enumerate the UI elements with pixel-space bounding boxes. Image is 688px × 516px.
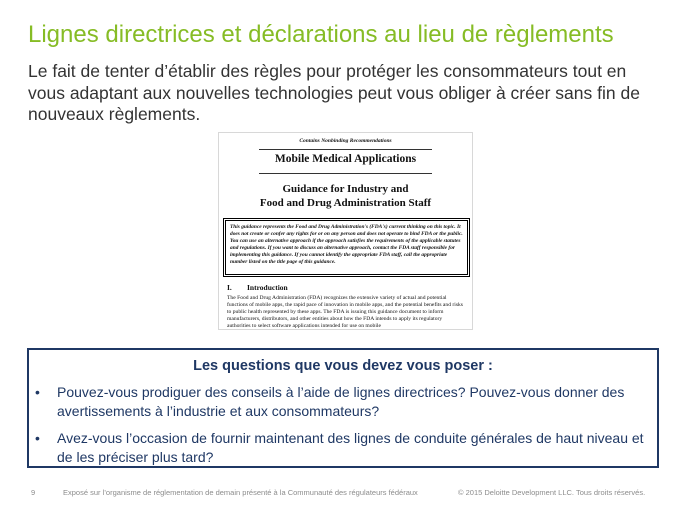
document-subtitle-line2: Food and Drug Administration Staff [259, 197, 432, 209]
document-section-number: I. [227, 283, 232, 292]
bullet-icon: • [35, 430, 40, 446]
document-intro-text: The Food and Drug Administration (FDA) recognizes the extensive variety of actual and potential functions of mobile apps, the rapid pace of innovation in mobile apps, and the potential benefits and risks to public health represented by these apps. The FDA is issuing this guidance document to inform manufacturers, distributors, and other entities about how the FDA intends to apply its regulatory authorities to select software applications intended for use on mobile [227, 295, 463, 329]
questions-heading: Les questions que vous devez vous poser : [193, 358, 493, 374]
document-disclaimer-box: This guidance represents the Food and Drug Administration's (FDA's) current thinking on this topic. It does not create or confer any rights for or on any person and does not operate to bind FDA or the public. You can use an alternative approach if the approach satisfies the requirements of the applicable statutes and regulations. If you want to discuss an alternative approach, contact the FDA staff responsible for implementing this guidance. If you cannot identify the appropriate FDA staff, call the appropriate number listed on the title page of this guidance. [223, 218, 470, 277]
question-item [35, 383, 645, 421]
document-subtitle [219, 182, 472, 210]
slide-subtitle: Le fait de tenter d’établir des règles pour protéger les consommateurs tout en vous adaptant aux nouvelles technologies peut vous obliger à créer sans fin de nouveaux règlements. [28, 61, 640, 124]
footer-copyright: © 2015 Deloitte Development LLC. Tous droits réservés. [458, 488, 646, 497]
question-text: Pouvez-vous prodiguer des conseils à l’aide de lignes directrices? Pouvez-vous donner des avertissements à l’industrie et aux consommateurs? [57, 384, 625, 419]
question-text: Avez-vous l’occasion de fournir maintenant des lignes de conduite générales de haut niveau et de les préciser plus tard? [57, 430, 644, 465]
slide-title: Lignes directrices et déclarations au lieu de règlements [28, 21, 614, 48]
questions-list [35, 383, 645, 475]
document-header-note: Contains Nonbinding Recommendations [299, 138, 392, 144]
questions-box [27, 348, 659, 468]
document-section-heading [227, 283, 288, 292]
guidance-document-image [218, 132, 473, 330]
document-title: Mobile Medical Applications [274, 153, 417, 165]
footer-description: Exposé sur l’organisme de réglementation de demain présenté à la Communauté des régulateurs fédéraux [63, 488, 418, 497]
document-rule-middle [259, 173, 432, 174]
bullet-icon: • [35, 384, 40, 400]
document-subtitle-line1: Guidance for Industry and [282, 183, 409, 195]
document-rule-top [259, 149, 432, 150]
page-number: 9 [31, 488, 36, 497]
question-item [35, 429, 645, 467]
document-section-title: Introduction [247, 283, 288, 292]
